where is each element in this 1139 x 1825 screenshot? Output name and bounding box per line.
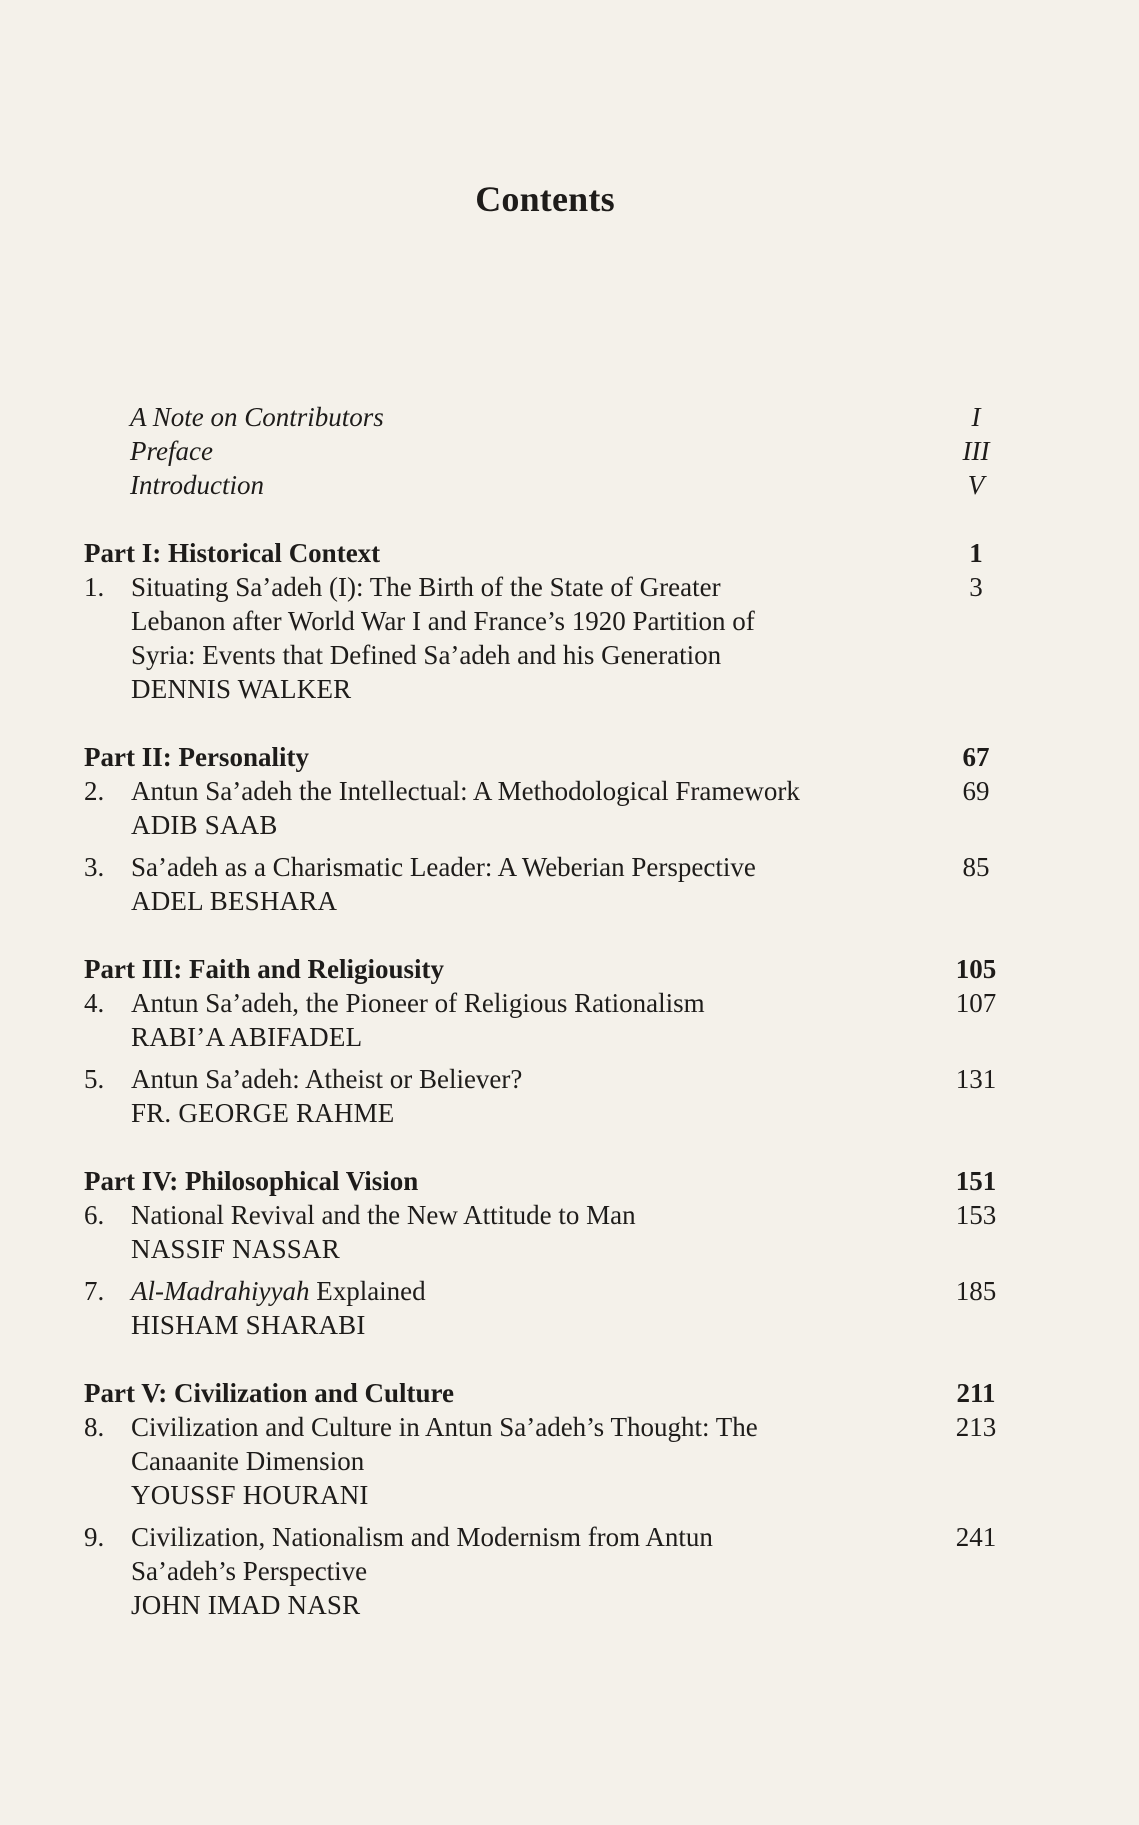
chapter-author: RABI’A ABIFADEL xyxy=(131,1022,363,1052)
chapter-page: 107 xyxy=(955,988,997,1018)
chapter-number: 9. xyxy=(84,1522,105,1552)
chapter-page: 85 xyxy=(962,852,990,882)
part-page-5: 211 xyxy=(956,1378,996,1408)
chapter-page: 131 xyxy=(955,1064,997,1094)
chapter-title-line: Antun Sa’adeh the Intellectual: A Methodological Framework xyxy=(131,776,800,806)
chapter-number: 8. xyxy=(84,1412,105,1442)
chapter-page: 153 xyxy=(955,1200,997,1230)
part-page-4: 151 xyxy=(955,1166,997,1196)
chapter-number: 3. xyxy=(84,852,105,882)
front-matter-introduction-page: V xyxy=(967,470,985,500)
chapter-page: 241 xyxy=(955,1522,997,1552)
chapter-number: 7. xyxy=(84,1276,105,1306)
chapter-number: 6. xyxy=(84,1200,105,1230)
chapter-title-line: Lebanon after World War I and France’s 1920 Partition of xyxy=(131,606,755,636)
chapter-page: 213 xyxy=(955,1412,997,1442)
chapter-title-line: Situating Sa’adeh (I): The Birth of the State of Greater xyxy=(131,572,721,602)
front-matter-preface-page: III xyxy=(962,436,990,466)
chapter-author: ADIB SAAB xyxy=(131,810,278,840)
chapter-author: HISHAM SHARABI xyxy=(131,1310,366,1340)
chapter-author: JOHN IMAD NASR xyxy=(131,1590,361,1620)
part-page-2: 67 xyxy=(962,742,990,772)
chapter-title-line: National Revival and the New Attitude to Man xyxy=(131,1200,636,1230)
chapter-title-line: Antun Sa’adeh: Atheist or Believer? xyxy=(131,1064,523,1094)
page-title: Contents xyxy=(475,179,615,219)
chapter-author: DENNIS WALKER xyxy=(131,674,352,704)
chapter-number: 1. xyxy=(84,572,105,602)
chapter-title-line: Sa’adeh as a Charismatic Leader: A Weberian Perspective xyxy=(131,852,756,882)
chapter-author: YOUSSF HOURANI xyxy=(131,1480,369,1510)
chapter-number: 5. xyxy=(84,1064,105,1094)
part-page-3: 105 xyxy=(955,954,997,984)
chapter-title-line: Sa’adeh’s Perspective xyxy=(131,1556,368,1586)
chapter-author: NASSIF NASSAR xyxy=(131,1234,340,1264)
chapter-number: 4. xyxy=(84,988,105,1018)
part-heading-3: Part III: Faith and Religiousity xyxy=(84,954,445,984)
chapter-number: 2. xyxy=(84,776,105,806)
chapter-author: FR. GEORGE RAHME xyxy=(131,1098,395,1128)
chapter-page: 69 xyxy=(962,776,990,806)
part-heading-2: Part II: Personality xyxy=(84,742,309,772)
chapter-title-line: Civilization and Culture in Antun Sa’adeh’s Thought: The xyxy=(131,1412,758,1442)
chapter-title-line: Antun Sa’adeh, the Pioneer of Religious Rationalism xyxy=(131,988,705,1018)
chapter-title-italic: Al-Madrahiyyah xyxy=(131,1276,310,1306)
chapter-title-line: Canaanite Dimension xyxy=(131,1446,365,1476)
front-matter-contributors: A Note on Contributors xyxy=(130,402,384,432)
front-matter-introduction: Introduction xyxy=(130,470,264,500)
chapter-title-line: Civilization, Nationalism and Modernism from Antun xyxy=(131,1522,713,1552)
chapter-title-rest: Explained xyxy=(309,1276,426,1306)
chapter-title-line xyxy=(131,1274,426,1308)
chapter-page: 3 xyxy=(969,572,983,602)
part-heading-5: Part V: Civilization and Culture xyxy=(84,1378,455,1408)
chapter-page: 185 xyxy=(955,1276,997,1306)
chapter-title-line: Syria: Events that Defined Sa’adeh and his Generation xyxy=(131,640,722,670)
part-heading-4: Part IV: Philosophical Vision xyxy=(84,1166,419,1196)
front-matter-contributors-page: I xyxy=(971,402,981,432)
front-matter-preface: Preface xyxy=(130,436,213,466)
chapter-author: ADEL BESHARA xyxy=(131,886,338,916)
part-heading-1: Part I: Historical Context xyxy=(84,538,381,568)
part-page-1: 1 xyxy=(969,538,983,568)
